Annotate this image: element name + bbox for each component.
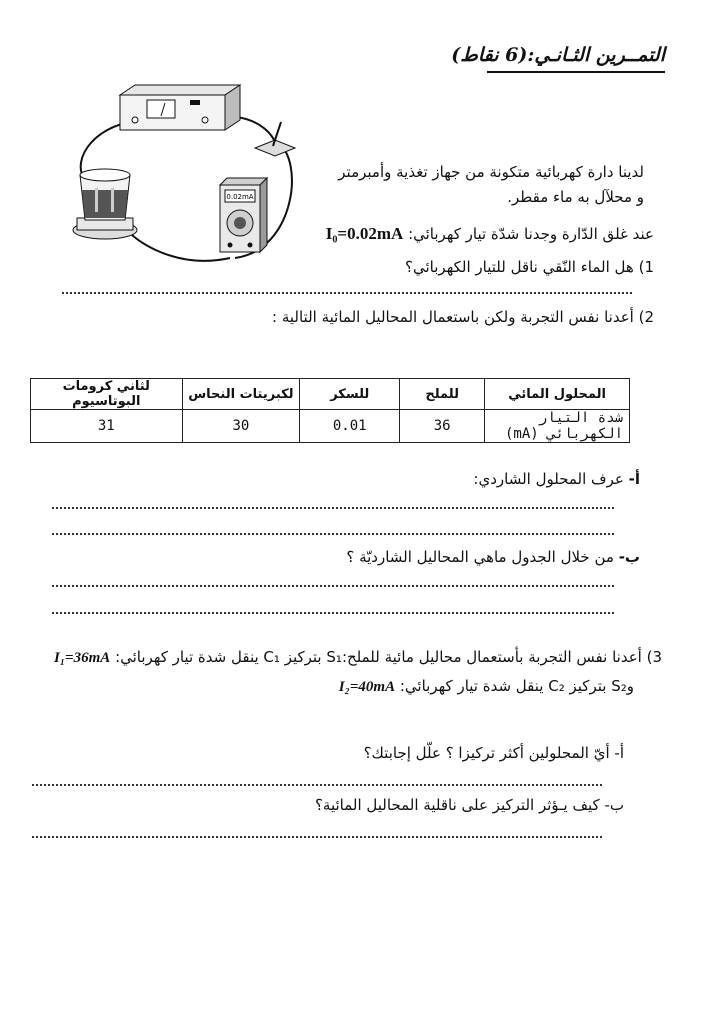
value-potassium-dichromate: 31 [31, 410, 183, 443]
ammeter [220, 178, 267, 252]
intro-line-3-text: عند غلق الدّارة وجدنا شدّة تيار كهربائي: [408, 225, 654, 243]
question-3-line-2-text: وS₂ بتركيز C₂ ينقل شدة تيار كهربائي: [399, 677, 634, 695]
part-a [473, 470, 640, 488]
results-table [30, 378, 630, 443]
header-copper-sulfate: لكبريتات النحاس [182, 379, 300, 410]
wire-bottom [127, 230, 230, 261]
circuit-figure [55, 80, 310, 270]
intro-line-1: لدينا دارة كهربائية متكونة من جهاز تغذية وأمبرمتر [338, 163, 644, 181]
answer-line-3a[interactable] [32, 784, 602, 786]
question-3a: أ- أيّ المحلولين أكثر تركيزا ؟ علّل إجابتك؟ [363, 744, 624, 762]
answer-line-q1[interactable] [62, 292, 632, 294]
question-3b: ب- كيف يـؤثر التركيز على ناقلية المحاليل المائية؟ [314, 796, 624, 814]
part-b [346, 548, 640, 566]
header-salt: للملح [400, 379, 485, 410]
question-3-line-1-text: 3) أعدنا نفس التجربة بأستعمال محاليل مائية للملح:S₁ بتركيز C₁ ينقل شدة تيار كهربائي: [115, 648, 662, 666]
title-underline [487, 71, 665, 73]
intro-line-3 [326, 224, 654, 244]
part-a-text: عرف المحلول الشاردي: [473, 470, 624, 488]
question-3-line-1 [54, 648, 662, 667]
beaker [73, 169, 137, 239]
row-label-current: شدة التيار الكهربائي (mA) [485, 410, 630, 443]
header-sugar: للسكر [300, 379, 400, 410]
answer-line-b-1[interactable] [52, 585, 614, 587]
question-3-line-2 [339, 677, 634, 696]
part-b-text: من خلال الجدول ماهي المحاليل الشارديّة ؟ [346, 548, 614, 566]
intro-line-2: و محلآل به ماء مقطر. [507, 188, 644, 206]
answer-line-3b[interactable] [32, 836, 602, 838]
answer-line-b-2[interactable] [52, 612, 614, 614]
question-1: 1) هل الماء النّقي ناقل للتيار الكهربائي؟ [405, 258, 654, 276]
header-potassium-dichromate: لثاني كرومات البوتاسيوم [31, 379, 183, 410]
question-2: 2) أعدنا نفس التجربة ولكن باستعمال المحاليل المائية التالية : [272, 308, 654, 326]
value-salt: 36 [400, 410, 485, 443]
power-supply [120, 85, 240, 130]
value-copper-sulfate: 30 [182, 410, 300, 443]
answer-line-a-2[interactable] [52, 533, 614, 535]
answer-line-a-1[interactable] [52, 507, 614, 509]
part-b-letter: ب- [618, 548, 640, 566]
current-i1: I₁=36mA [53, 650, 111, 666]
table-header-row [31, 379, 630, 410]
part-a-letter: أ- [628, 470, 640, 488]
header-solution: المحلول المائي [485, 379, 630, 410]
current-i0: I₀=0.02mA [325, 224, 404, 243]
ammeter-reading: 0.02mA [226, 193, 254, 201]
value-sugar: 0.01 [300, 410, 400, 443]
switch [255, 122, 295, 156]
current-i2: I₂=40mA [338, 679, 396, 695]
exercise-title: التمــرين الثـانـي:(6 نقاط) [451, 44, 665, 66]
table-values-row [31, 410, 630, 443]
